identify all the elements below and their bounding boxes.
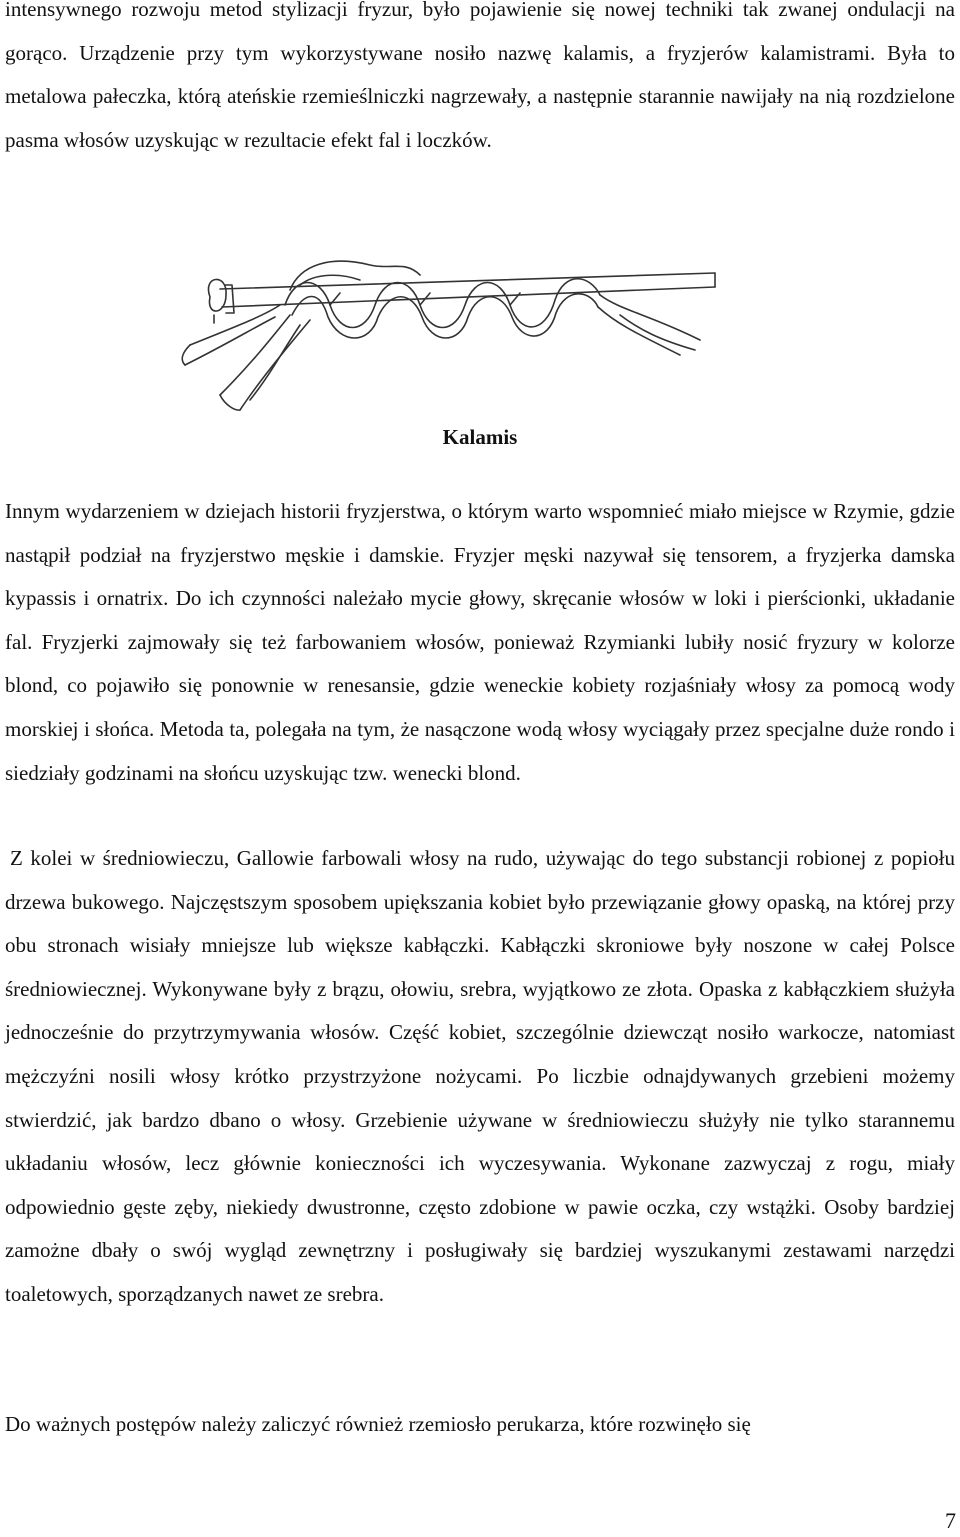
paragraph-middle-ages: Z kolei w średniowieczu, Gallowie farbowali włosy na rudo, używając do tego substancji robionej z popiołu drzewa bukowego. Najczęstszym sposobem upiększania kobiet było przewiązanie głowy opaską, na której przy obu stronach wisiały mniejsze lub większe kabłączki. Kabłączki skroniowe były noszone w całej Polsce średniowiecznej. Wykonywane były z brązu, ołowiu, srebra, wyjątkowo ze złota. Opaska z kabłączkiem służyła jednocześnie do przytrzymywania włosów. Część kobiet, szczególnie dziewcząt nosiło warkocze, natomiast mężczyźni nosili włosy krótko przystrzyżone nożycami. Po liczbie odnajdywanych grzebieni możemy stwierdzić, jak bardzo dbano o włosy. Grzebienie używane w średniowieczu służyły nie tylko starannemu układaniu włosów, lecz głównie konieczności ich wyczesywania. Wykonane zazwyczaj z rogu, miały odpowiednio gęste zęby, niekiedy dwustronne, często zdobione w pawie oczka, czy wstążki. Osoby bardziej zamożne dbały o swój wygląd zewnętrzny i posługiwały się bardziej wyszukanymi zestawami narzędzi toaletowych, sporządzanych nawet ze srebra. bbox=[5, 846, 955, 1306]
kalamis-icon bbox=[180, 245, 725, 415]
kalamis-illustration bbox=[180, 245, 725, 415]
paragraph-ondulation: intensywnego rozwoju metod stylizacji fryzur, było pojawienie się nowej techniki tak zwanej ondulacji na gorąco. Urządzenie przy tym wykorzystywane nosiło nazwę kalamis, a fryzjerów kalamistrami. Była to metalowa pałeczka, którą ateńskie rzemieślniczki nagrzewały, a następnie starannie nawijały na nią rozdzielone pasma włosów uzyskując w rezultacie efekt fal i loczków. bbox=[5, 0, 955, 152]
figure-caption: Kalamis bbox=[442, 425, 518, 449]
page-number: 7 bbox=[945, 1508, 956, 1533]
paragraph-rome: Innym wydarzeniem w dziejach historii fryzjerstwa, o którym warto wspomnieć miało miejsce w Rzymie, gdzie nastąpił podział na fryzjerstwo męskie i damskie. Fryzjer męski nazywał się tensorem, a fryzjerka damska kypassis i ornatrix. Do ich czynności należało mycie głowy, skręcanie włosów w loki i pierścionki, układanie fal. Fryzjerki zajmowały się też farbowaniem włosów, ponieważ Rzymianki lubiły nosić fryzury w kolorze blond, co pojawiło się ponownie w renesansie, gdzie weneckie kobiety rozjaśniały włosy za pomocą wody morskiej i słońca. Metoda ta, polegała na tym, że nasączone wodą włosy wyciągały przez specjalne duże rondo i siedziały godzinami na słońcu uzyskując tzw. wenecki blond. bbox=[5, 499, 955, 785]
paragraph-wigmaker: Do ważnych postępów należy zaliczyć również rzemiosło perukarza, które rozwinęło się bbox=[5, 1412, 751, 1436]
